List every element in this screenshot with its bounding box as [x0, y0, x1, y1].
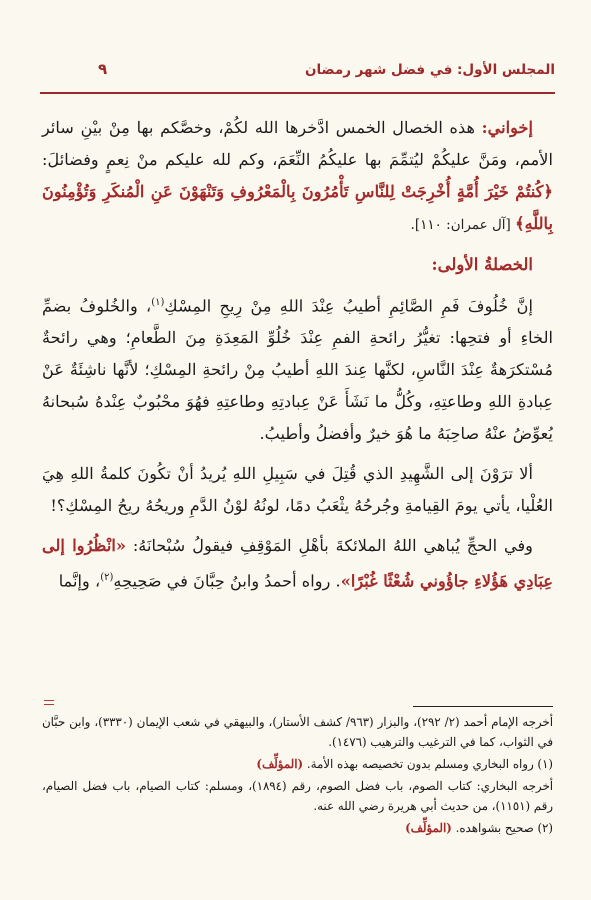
- paragraph-4: [42, 530, 553, 597]
- footnote-1: [42, 754, 553, 774]
- footnote-ref-1[interactable]: (١): [151, 297, 165, 308]
- chapter-title: المجلس الأول: في فضل شهر رمضان: [304, 62, 555, 78]
- section-heading: الخصلةُ الأولى:: [431, 255, 533, 274]
- paragraph-3-text: ألا ترَوْنَ إلى الشَّهِيدِ الذي قُتِلَ في سَبِيلِ اللهِ يُريدُ أنْ تكُونَ كلمةُ اللهِ هِيَ العُلْيا، يأتي يومَ القِيامةِ وجُرحُهُ يثْعَبُ دمًا، لونُهُ لوْنُ الدَّمِ وريحُهُ ريحُ المِسْكِ؟!: [42, 464, 553, 516]
- footnote-divider: [413, 706, 553, 707]
- footnote-1-text: (١) رواه البخاري ومسلم بدون تخصيصه بهذه الأمة.: [306, 757, 553, 771]
- author-signature: (المؤلِّف): [256, 757, 304, 771]
- paragraph-1-text: هذه الخصال الخمس ادَّخرها الله لكُمْ، وخصَّكم بها مِنْ بيْنِ سائر الأمم، ومَنَّ عليكُمْ ليُتمِّمَ بها عليكُمُ النِّعَمَ، وكم لله عليكم منْ نِعمٍ وفضائلَ:: [42, 118, 553, 169]
- footnote-2: أخرجه البخاري: كتاب الصوم، باب فضل الصوم، رقم (١٨٩٤)، ومسلم: كتاب الصيام، باب فضل الصيام، رقم (١١٥١)، من حديث أبي هريرة رضي الله عنه.: [42, 779, 554, 813]
- main-text: [42, 112, 553, 606]
- quran-verse: ﴿كُنتُمْ خَيْرَ أُمَّةٍ أُخْرِجَتْ لِلنَّاسِ تَأْمُرُونَ بِالْمَعْرُوفِ وَتَنْهَوْنَ عَنِ الْمُنكَرِ وَتُؤْمِنُونَ بِاللَّهِ﴾: [42, 182, 553, 233]
- paragraph-4-text-b: . رواه أحمدُ وابنُ حِبَّانَ في صَحِيحِهِ: [113, 571, 341, 591]
- footnote-3: [42, 818, 553, 838]
- header-rule: [40, 92, 555, 94]
- footnote-marker: [44, 700, 54, 705]
- footnotes: [42, 712, 553, 840]
- verse-reference: [آل عمران: ١١٠].: [410, 217, 516, 233]
- paragraph-4-text-c: ، وإنَّما: [58, 571, 101, 591]
- footnote-0: أخرجه الإمام أحمد (٢/ ٢٩٢)، والبزار (٩٦٣/ كشف الأستار)، والبيهقي في شعب الإيمان (٣٣٣٠)، وابن حبَّان في الثواب، كما في الترغيب والترهيب (١٤٧٦).: [42, 715, 553, 749]
- paragraph-1: [42, 112, 553, 241]
- author-signature: (المؤلِّف): [405, 821, 452, 835]
- paragraph-2-text-b: ، والخُلوفُ بضمِّ الخاءِ أو فتحِها: تغيُّرُ رائحةِ الفمِ عِنْدَ خُلُوِّ المَعِدَةِ مِنَ الطَّعامِ؛ وهي رائحةٌ مُسْتكرَهةٌ عِنْدَ النَّاسِ، لكنَّها عِندَ اللهِ أطيبُ مِنْ رائحةِ المِسْكِ؛ لأنَّها ناشِئَةٌ عَنْ عِبادةِ اللهِ وطاعتِهِ، وكُلُّ ما نَشَأَ عَنْ عِبادتِهِ وطاعتِهِ فهُوَ محْبُوبٌ عِنْدهُ سُبحانهُ يُعوِّضُ عنْهُ صاحِبَهُ ما هُوَ خيرٌ وأفضلُ وأطيبُ.: [42, 296, 553, 444]
- hadith-quote: «انْظُرُوا إلى عِبَادِي هَؤُلاءِ جاؤُوني شُعْثًا غُبْرًا»: [42, 536, 553, 591]
- paragraph-4-text-a: وفي الحجِّ يُباهي اللهُ الملائكةَ بأهْلِ المَوْقِفِ فيقولُ سُبْحانَهُ:: [125, 536, 534, 556]
- paragraph-2: [42, 287, 553, 450]
- page-number: ٩: [98, 60, 108, 78]
- footnote-3-text: (٢) صحيح بشواهده.: [455, 821, 553, 835]
- page-header: [40, 62, 555, 84]
- address-word: إخواني:: [481, 118, 533, 137]
- footnote-ref-2[interactable]: (٢): [100, 572, 114, 584]
- paragraph-3: [42, 458, 553, 522]
- paragraph-2-text-a: إنَّ خُلُوفَ فَمِ الصَّائِمِ أطيبُ عِنْدَ اللهِ مِنْ رِيحِ المِسْكِ: [164, 296, 534, 316]
